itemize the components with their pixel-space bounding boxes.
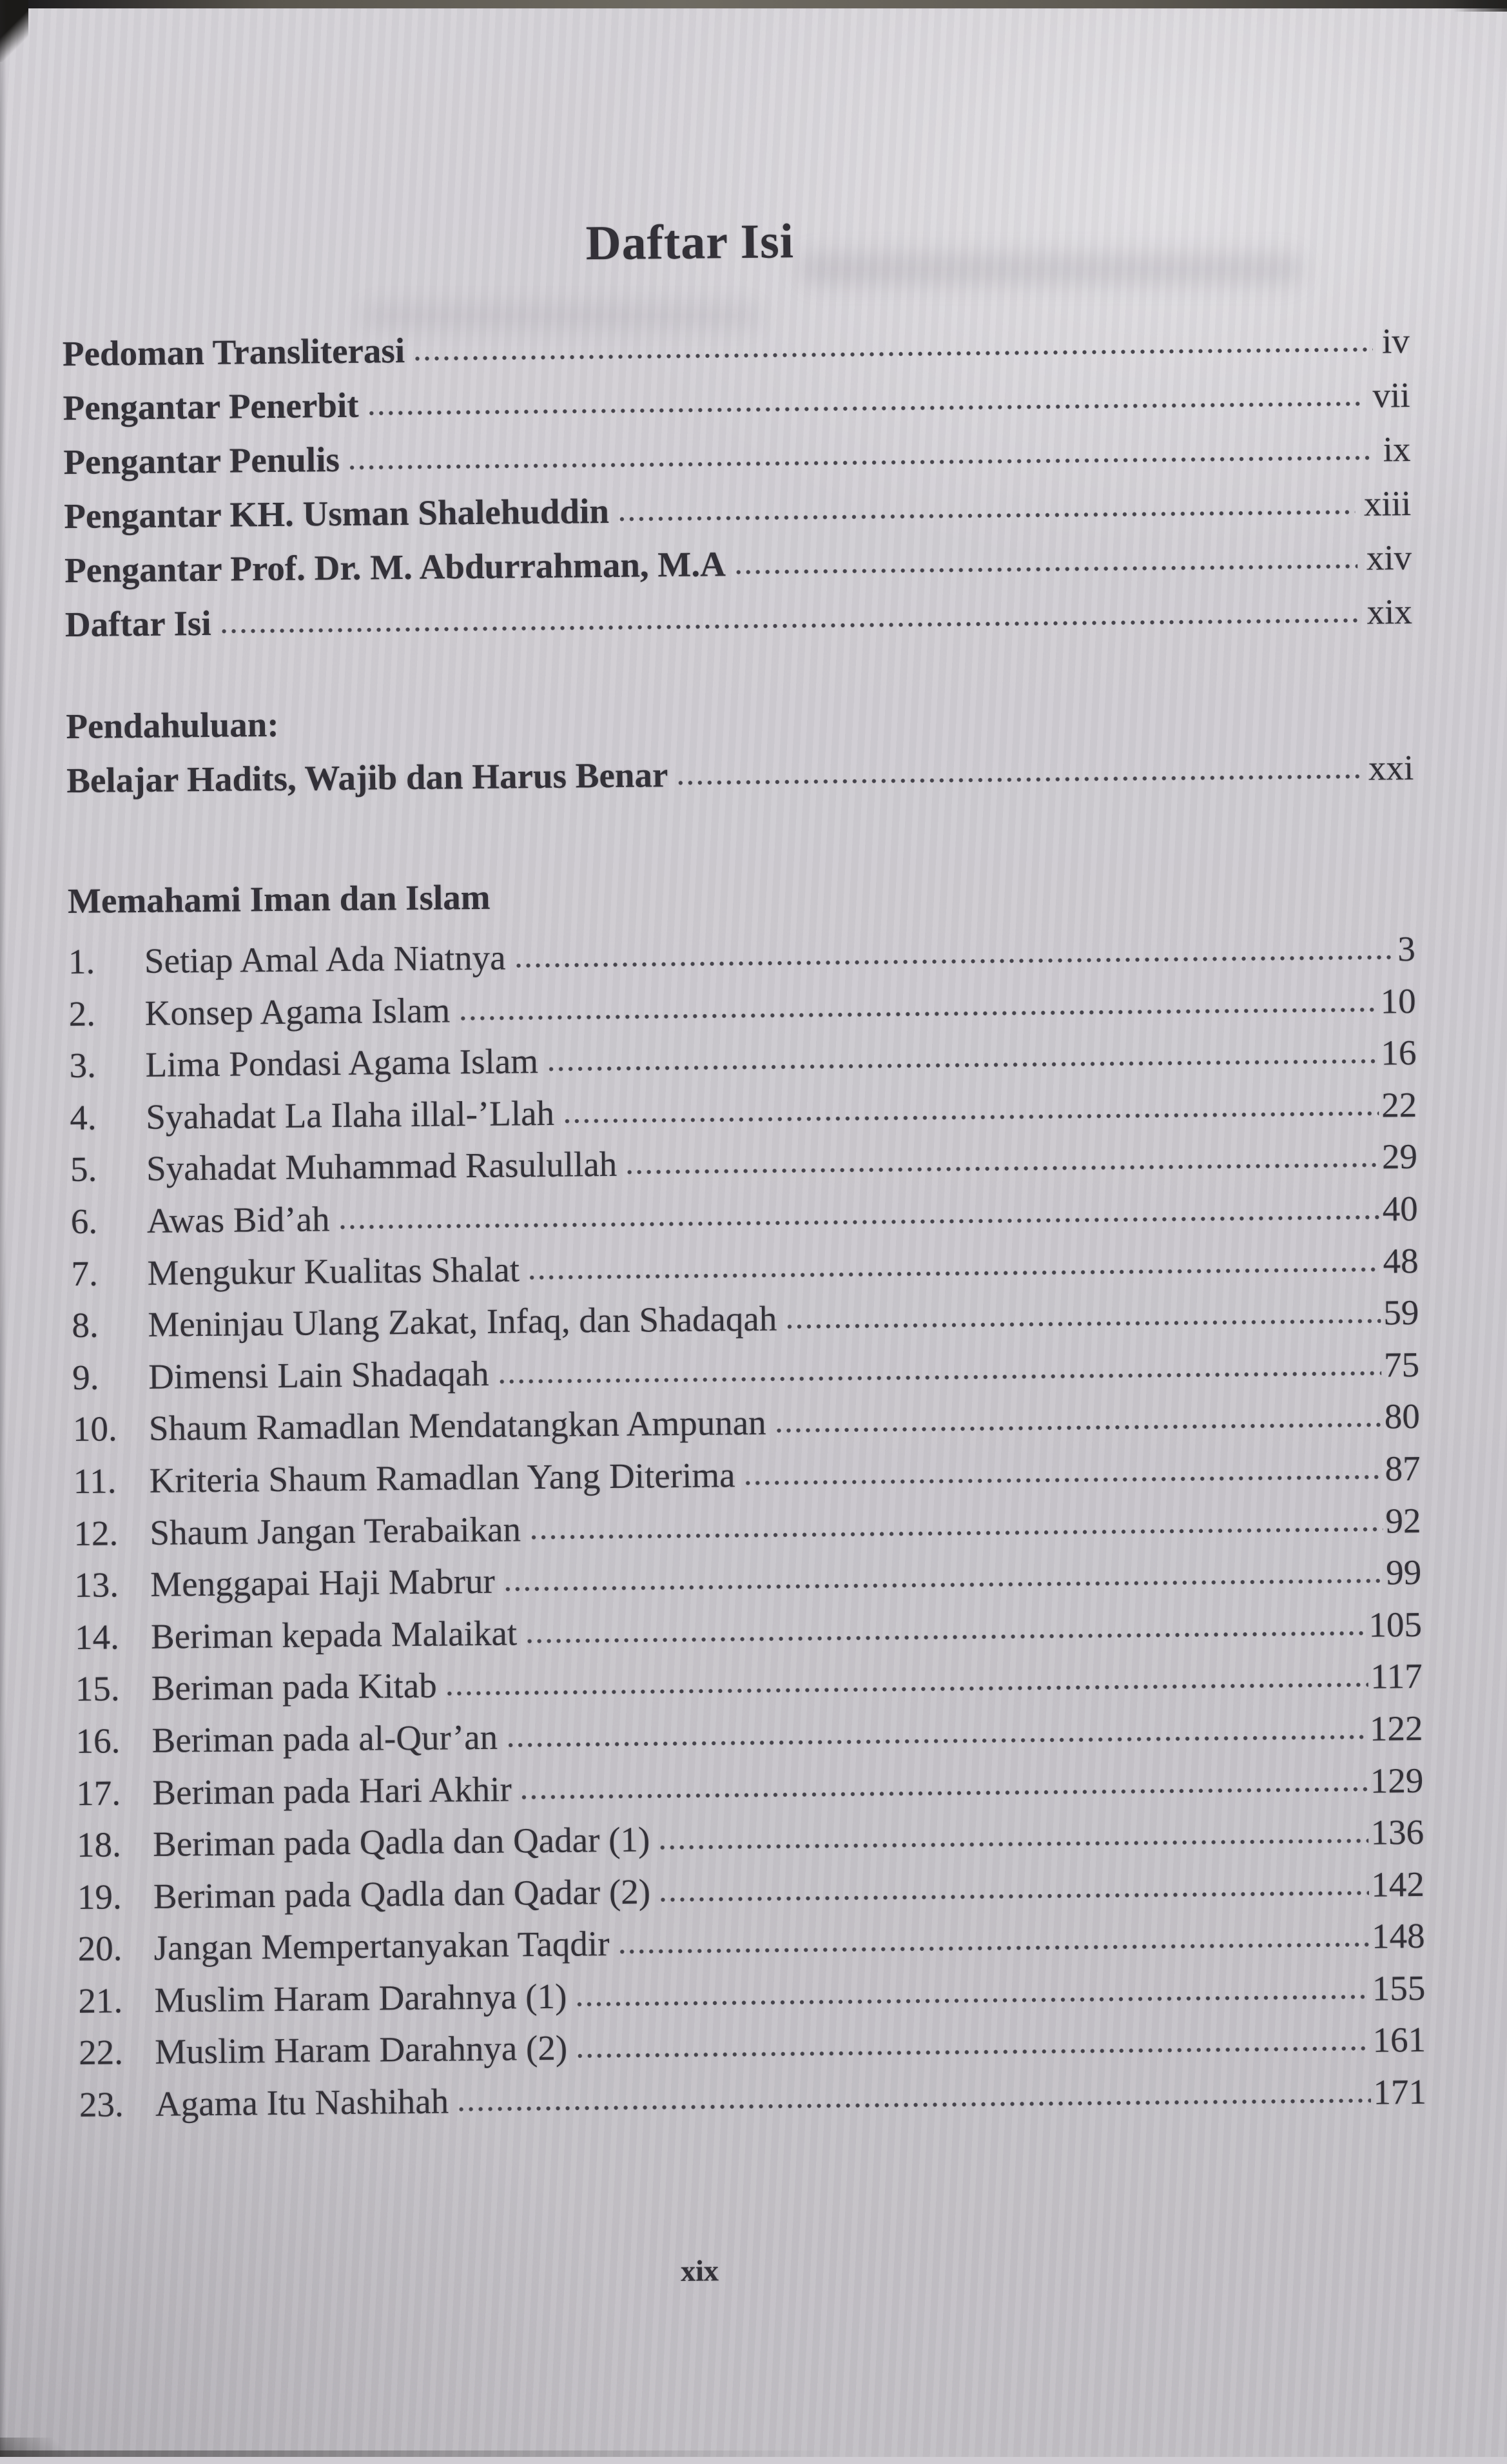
toc-entry-page: 48 xyxy=(1383,1240,1419,1281)
toc-entry-page: 117 xyxy=(1370,1656,1423,1697)
dot-leader xyxy=(505,1733,1367,1749)
footer-page-number: xix xyxy=(680,2254,719,2288)
toc-entry-page: iv xyxy=(1381,321,1410,361)
toc-entry-page: 10 xyxy=(1380,981,1416,1021)
toc-entry-page: 16 xyxy=(1381,1033,1417,1073)
toc-entry-label: Beriman pada Qadla dan Qadar (2) xyxy=(153,1872,651,1916)
toc-entry-page: 92 xyxy=(1385,1500,1421,1541)
item-number: 12. xyxy=(73,1512,119,1553)
toc-entry-page: 155 xyxy=(1372,1968,1426,2008)
dot-leader xyxy=(456,2097,1370,2113)
toc-entry-page: 40 xyxy=(1382,1188,1419,1229)
toc-entry-page: 3 xyxy=(1397,928,1416,969)
toc-entry-page: 87 xyxy=(1385,1448,1421,1489)
preface-heading: Pendahuluan: xyxy=(66,704,279,747)
toc-entry-label: Muslim Haram Darahnya (1) xyxy=(154,1976,567,2020)
toc-entry-page: 136 xyxy=(1370,1812,1424,1852)
dot-leader xyxy=(347,454,1374,471)
item-number: 21. xyxy=(78,1980,123,2020)
dot-leader xyxy=(413,346,1373,362)
toc-entry-label: Agama Itu Nashihah xyxy=(155,2081,449,2124)
item-number: 16. xyxy=(75,1721,121,1761)
section-heading-row xyxy=(68,861,1415,928)
dot-leader xyxy=(497,1369,1382,1385)
dot-leader xyxy=(774,1421,1382,1434)
toc-entry-page: 80 xyxy=(1384,1396,1421,1436)
toc-entry-page: 22 xyxy=(1381,1084,1417,1125)
dot-leader xyxy=(525,1628,1366,1645)
toc-entry-page: xxi xyxy=(1368,748,1414,788)
item-number: 9. xyxy=(72,1357,99,1397)
item-number: 7. xyxy=(71,1253,99,1293)
toc-entry-label: Beriman pada Hari Akhir xyxy=(152,1769,512,1812)
toc-entry-label: Kriteria Shaum Ramadlan Yang Diterima xyxy=(149,1455,735,1500)
photo-left-edge-shadow xyxy=(0,0,6,2457)
toc-entry-page: 75 xyxy=(1383,1344,1420,1385)
toc-entry-label: Dimensi Lain Shadaqah xyxy=(148,1353,489,1396)
dot-leader xyxy=(520,1784,1368,1801)
toc-entry-label: Lima Pondasi Agama Islam xyxy=(145,1041,539,1085)
chapter-list xyxy=(68,923,1427,2131)
item-number: 19. xyxy=(77,1877,122,1917)
toc-entry-label: Syahadat Muhammad Rasulullah xyxy=(146,1144,617,1189)
toc-entry-label: Daftar Isi xyxy=(64,603,211,645)
dot-leader xyxy=(676,772,1359,787)
dot-leader xyxy=(575,2044,1370,2060)
toc-entry-page: 105 xyxy=(1368,1604,1423,1645)
toc-entry-label: Beriman pada Kitab xyxy=(151,1665,437,1708)
item-number: 1. xyxy=(68,941,95,982)
item-number: 6. xyxy=(70,1201,98,1241)
toc-entry-label: Shaum Ramadlan Mendatangkan Ampunan xyxy=(148,1403,766,1449)
front-matter-list xyxy=(63,314,1413,652)
item-number: 23. xyxy=(79,2084,124,2125)
toc-entry-page: xiv xyxy=(1366,538,1412,578)
dot-leader xyxy=(338,1213,1380,1231)
dot-leader xyxy=(625,1161,1379,1176)
toc-entry-page: vii xyxy=(1372,375,1410,415)
toc-entry-label: Pengantar KH. Usman Shalehuddin xyxy=(64,491,610,536)
toc-entry-page: 129 xyxy=(1370,1760,1424,1801)
dot-leader xyxy=(658,1888,1368,1903)
toc-entry-label: Shaum Jangan Terabaikan xyxy=(150,1509,521,1552)
toc-entry-label: Jangan Mempertanyakan Taqdir xyxy=(153,1924,610,1968)
toc-entry-label: Beriman pada al-Qur’an xyxy=(151,1717,498,1760)
toc-entry-label: Syahadat La Ilaha illal-’Llah xyxy=(146,1093,555,1137)
toc-entry-label: Mengukur Kualitas Shalat xyxy=(147,1249,520,1293)
dot-leader xyxy=(546,1057,1379,1073)
toc-entry-label: Beriman pada Qadla dan Qadar (1) xyxy=(152,1819,650,1864)
dot-leader xyxy=(734,562,1357,576)
item-number: 5. xyxy=(70,1149,97,1189)
toc-entry-page: 122 xyxy=(1369,1708,1423,1748)
item-number: 8. xyxy=(72,1305,99,1345)
toc-entry-page: ix xyxy=(1383,429,1411,469)
toc-entry-page: 59 xyxy=(1383,1293,1419,1333)
dot-leader xyxy=(617,508,1355,523)
toc-entry-label: Pengantar Penulis xyxy=(63,439,340,482)
toc-entry-label: Meninjau Ulang Zakat, Infaq, dan Shadaqah xyxy=(148,1298,777,1345)
photo-top-right-corner-shadow xyxy=(1453,0,1507,12)
page-title: Daftar Isi xyxy=(585,214,795,271)
toc-entry-page: 142 xyxy=(1371,1864,1425,1904)
item-number: 15. xyxy=(75,1668,120,1709)
toc-entry-page: 99 xyxy=(1385,1552,1422,1592)
photo-bottom-left-corner-shadow xyxy=(0,2438,77,2457)
item-number: 2. xyxy=(68,993,96,1033)
dot-leader xyxy=(617,1941,1370,1955)
toc-entry-label: Awas Bid’ah xyxy=(146,1199,330,1240)
item-number: 11. xyxy=(73,1461,117,1501)
item-number: 13. xyxy=(73,1565,119,1605)
toc-entry-page: 29 xyxy=(1381,1137,1418,1177)
item-number: 10. xyxy=(72,1409,117,1449)
dot-leader xyxy=(503,1577,1383,1593)
toc-entry-page: xix xyxy=(1366,592,1413,632)
toc-entry-page: 148 xyxy=(1371,1916,1425,1956)
dot-leader xyxy=(784,1317,1381,1331)
toc-entry-label: Setiap Amal Ada Niatnya xyxy=(144,937,506,981)
preface-block xyxy=(66,687,1414,808)
dot-leader xyxy=(458,1005,1378,1022)
item-number: 17. xyxy=(76,1772,121,1813)
item-number: 3. xyxy=(69,1045,97,1086)
toc-entry-label: Muslim Haram Darahnya (2) xyxy=(154,2028,568,2072)
section-heading: Memahami Iman dan Islam xyxy=(67,877,491,921)
dot-leader xyxy=(562,1109,1379,1124)
dot-leader xyxy=(367,400,1364,417)
dot-leader xyxy=(743,1472,1383,1487)
toc-entry-label: Pengantar Prof. Dr. M. Abdurrahman, M.A xyxy=(64,544,726,591)
toc-entry-page: 171 xyxy=(1373,2071,1427,2112)
toc-entry-label: Menggapai Haji Mabrur xyxy=(150,1561,496,1604)
dot-leader xyxy=(219,616,1358,635)
toc-entry-page: xiii xyxy=(1363,484,1412,523)
dot-leader xyxy=(445,1681,1368,1697)
toc-entry-label: Beriman kepada Malaikat xyxy=(150,1613,518,1656)
item-number: 18. xyxy=(76,1824,122,1865)
toc-entry-page: 161 xyxy=(1372,2020,1426,2060)
dot-leader xyxy=(514,953,1395,969)
item-number: 4. xyxy=(70,1097,97,1137)
item-number: 20. xyxy=(77,1928,122,1969)
toc-page-content xyxy=(59,0,1430,2463)
dot-leader xyxy=(529,1525,1383,1541)
toc-entry-label: Pedoman Transliterasi xyxy=(62,330,405,374)
dot-leader xyxy=(527,1265,1381,1281)
toc-entry-label: Belajar Hadits, Wajib dan Harus Benar xyxy=(66,755,668,801)
item-number: 22. xyxy=(78,2032,124,2073)
toc-entry-label: Pengantar Penerbit xyxy=(63,385,359,428)
toc-entry-label: Konsep Agama Islam xyxy=(144,990,451,1033)
item-number: 14. xyxy=(74,1617,120,1657)
dot-leader xyxy=(657,1837,1368,1852)
dot-leader xyxy=(574,1993,1370,2008)
